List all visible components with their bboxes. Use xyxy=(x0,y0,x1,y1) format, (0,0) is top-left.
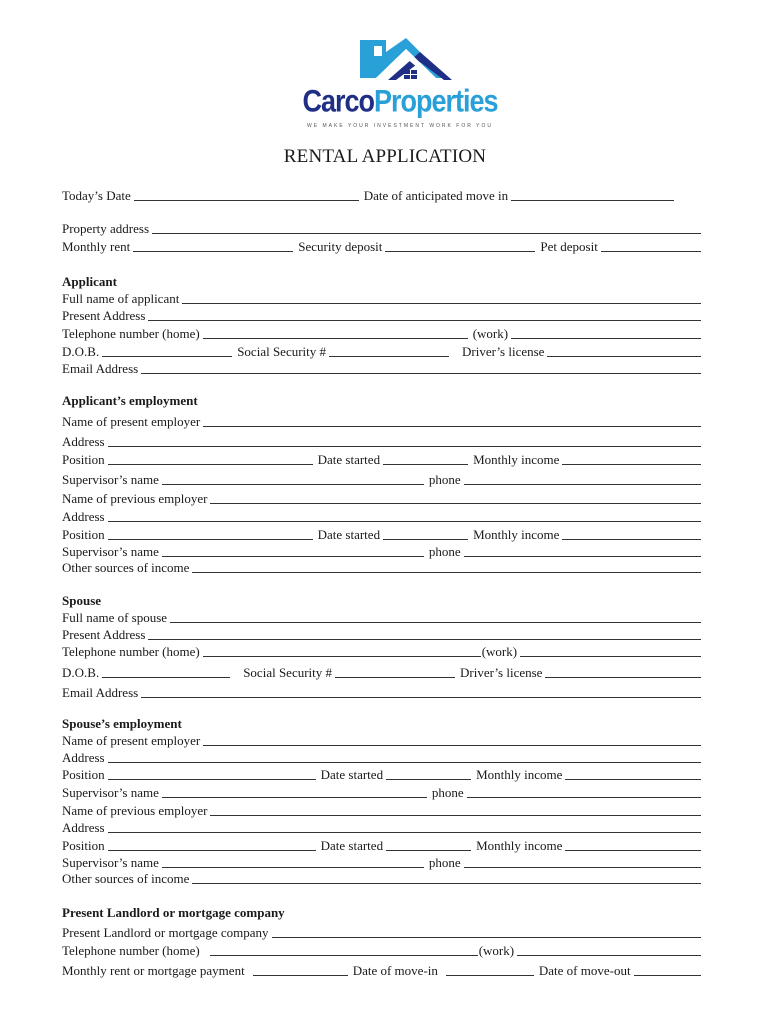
row-ae-supervisor xyxy=(62,470,702,487)
page-title: RENTAL APPLICATION xyxy=(283,146,487,167)
row-landlord-name xyxy=(62,923,702,940)
section-applicant xyxy=(62,272,702,289)
row-spouse-name xyxy=(62,608,702,625)
label-se-address: Address xyxy=(62,750,105,765)
row-ae-previous-employer xyxy=(62,489,702,506)
label-spouse-email: Email Address xyxy=(62,685,139,700)
pet-deposit-field[interactable] xyxy=(601,239,701,252)
applicant-phone-work-field[interactable] xyxy=(511,326,701,339)
row-applicant-address xyxy=(62,306,702,323)
row-ae-position xyxy=(62,450,702,467)
spouse-phone-home-field[interactable] xyxy=(203,644,481,657)
label-ae-supervisor2: Supervisor’s name xyxy=(62,544,159,559)
label-se-supervisor2: Supervisor’s name xyxy=(62,855,159,870)
se-date-started-field[interactable] xyxy=(386,767,471,780)
row-landlord-payment xyxy=(62,961,702,978)
label-landlord-move-out: Date of move-out xyxy=(538,963,631,978)
se-phone2-field[interactable] xyxy=(464,855,701,868)
ae-position-field[interactable] xyxy=(108,452,313,465)
label-ae-phone2: phone xyxy=(428,544,461,559)
row-ae-present-employer xyxy=(62,412,702,429)
property-address-field[interactable] xyxy=(152,221,701,234)
label-landlord-phone-home: Telephone number (home) xyxy=(62,943,200,958)
label-se-phone: phone xyxy=(431,785,464,800)
row-dates xyxy=(62,186,702,203)
section-spouse-employment xyxy=(62,714,702,731)
landlord-phone-work-field[interactable] xyxy=(517,943,701,956)
brand-tagline: WE MAKE YOUR INVESTMENT WORK FOR YOU xyxy=(307,123,493,129)
ae-address-field[interactable] xyxy=(108,434,701,447)
row-se-previous-employer xyxy=(62,801,702,818)
label-ae-previous-employer: Name of previous employer xyxy=(62,491,208,506)
applicant-phone-home-field[interactable] xyxy=(203,326,468,339)
applicant-header: Applicant xyxy=(62,274,117,289)
ae-monthly-income-field[interactable] xyxy=(562,452,701,465)
label-se-previous-employer: Name of previous employer xyxy=(62,803,208,818)
spouse-dob-field[interactable] xyxy=(102,665,230,678)
brand-name xyxy=(300,84,500,120)
move-in-field[interactable] xyxy=(511,188,674,201)
ae-supervisor-field[interactable] xyxy=(162,472,424,485)
applicant-dob-field[interactable] xyxy=(102,344,232,357)
row-applicant-ids xyxy=(62,342,702,359)
label-ae-monthly-income: Monthly income xyxy=(473,452,560,467)
label-spouse-address: Present Address xyxy=(62,627,146,642)
row-se-position2 xyxy=(62,836,702,853)
row-se-supervisor2 xyxy=(62,853,702,870)
label-spouse-dob: D.O.B. xyxy=(62,665,100,680)
label-applicant-email: Email Address xyxy=(62,361,139,376)
ae-phone2-field[interactable] xyxy=(464,544,701,557)
label-se-monthly-income2: Monthly income xyxy=(476,838,563,853)
label-se-date-started2: Date started xyxy=(320,838,384,853)
spouse-header: Spouse xyxy=(62,593,102,608)
row-spouse-email xyxy=(62,683,702,700)
se-phone-field[interactable] xyxy=(467,785,701,798)
label-landlord-move-in: Date of move-in xyxy=(352,963,438,978)
label-se-present-employer: Name of present employer xyxy=(62,733,201,748)
ae-monthly-income2-field[interactable] xyxy=(562,527,701,540)
row-spouse-ids xyxy=(62,663,702,680)
label-applicant-address: Present Address xyxy=(62,308,146,323)
applicant-employment-header: Applicant’s employment xyxy=(62,393,198,408)
spouse-email-field[interactable] xyxy=(141,685,701,698)
ae-position2-field[interactable] xyxy=(108,527,313,540)
label-landlord-monthly-payment: Monthly rent or mortgage payment xyxy=(62,963,245,978)
ae-date-started-field[interactable] xyxy=(383,452,468,465)
spouse-address-field[interactable] xyxy=(148,627,701,640)
applicant-ssn-field[interactable] xyxy=(329,344,449,357)
security-deposit-field[interactable] xyxy=(385,239,535,252)
se-supervisor-field[interactable] xyxy=(162,785,427,798)
label-spouse-phone-home: Telephone number (home) xyxy=(62,644,200,659)
spouse-phone-work-field[interactable] xyxy=(520,644,701,657)
spouse-license-field[interactable] xyxy=(545,665,701,678)
se-position2-field[interactable] xyxy=(108,838,316,851)
row-applicant-phone xyxy=(62,324,702,341)
label-se-supervisor: Supervisor’s name xyxy=(62,785,159,800)
landlord-move-in-field[interactable] xyxy=(446,963,534,976)
label-spouse-license: Driver’s license xyxy=(460,665,543,680)
ae-date-started2-field[interactable] xyxy=(383,527,468,540)
label-pet-deposit: Pet deposit xyxy=(540,239,598,254)
label-ae-date-started2: Date started xyxy=(317,527,381,542)
se-date-started2-field[interactable] xyxy=(386,838,471,851)
se-monthly-income-field[interactable] xyxy=(565,767,701,780)
landlord-monthly-payment-field[interactable] xyxy=(253,963,348,976)
label-se-other-income: Other sources of income xyxy=(62,871,190,886)
label-ae-other-income: Other sources of income xyxy=(62,560,190,575)
se-supervisor2-field[interactable] xyxy=(162,855,424,868)
label-spouse-ssn: Social Security # xyxy=(243,665,333,680)
row-applicant-email xyxy=(62,359,702,376)
applicant-full-name-field[interactable] xyxy=(182,291,701,304)
se-position-field[interactable] xyxy=(108,767,316,780)
label-monthly-rent: Monthly rent xyxy=(62,239,131,254)
row-spouse-address xyxy=(62,625,702,642)
monthly-rent-field[interactable] xyxy=(133,239,293,252)
label-applicant-phone-home: Telephone number (home) xyxy=(62,326,200,341)
landlord-phone-home-field[interactable] xyxy=(210,943,478,956)
label-se-address2: Address xyxy=(62,820,105,835)
label-se-monthly-income: Monthly income xyxy=(476,767,563,782)
se-address2-field[interactable] xyxy=(108,820,701,833)
spouse-ssn-field[interactable] xyxy=(335,665,455,678)
label-ae-phone: phone xyxy=(428,472,461,487)
label-ae-monthly-income2: Monthly income xyxy=(473,527,560,542)
applicant-email-field[interactable] xyxy=(141,361,701,374)
row-applicant-name xyxy=(62,289,702,306)
label-landlord-name: Present Landlord or mortgage company xyxy=(62,925,269,940)
ae-other-income-field[interactable] xyxy=(192,560,701,573)
label-spouse-full-name: Full name of spouse xyxy=(62,610,168,625)
row-rent-deposits xyxy=(62,237,702,254)
ae-phone-field[interactable] xyxy=(464,472,701,485)
row-ae-position2 xyxy=(62,525,702,542)
label-ae-address2: Address xyxy=(62,509,105,524)
spouse-employment-header: Spouse’s employment xyxy=(62,716,182,731)
spouse-full-name-field[interactable] xyxy=(170,610,701,623)
row-ae-address xyxy=(62,432,702,449)
label-todays-date: Today’s Date xyxy=(62,188,131,203)
brand-name-part2: Properties xyxy=(373,83,498,119)
row-se-supervisor xyxy=(62,783,702,800)
label-ae-supervisor: Supervisor’s name xyxy=(62,472,159,487)
landlord-move-out-field[interactable] xyxy=(634,963,701,976)
landlord-header: Present Landlord or mortgage company xyxy=(62,905,285,920)
label-applicant-license: Driver’s license xyxy=(462,344,545,359)
row-se-address2 xyxy=(62,818,702,835)
row-se-other-income xyxy=(62,869,702,886)
row-property-address xyxy=(62,219,702,236)
label-spouse-work: (work) xyxy=(481,644,518,659)
se-previous-employer-field[interactable] xyxy=(210,803,701,816)
label-ae-address: Address xyxy=(62,434,105,449)
section-applicant-employment xyxy=(62,391,702,408)
label-ae-position2: Position xyxy=(62,527,105,542)
label-applicant-full-name: Full name of applicant xyxy=(62,291,180,306)
label-move-in: Date of anticipated move in xyxy=(363,188,509,203)
se-address-field[interactable] xyxy=(108,750,701,763)
ae-supervisor2-field[interactable] xyxy=(162,544,424,557)
label-ae-position: Position xyxy=(62,452,105,467)
label-security-deposit: Security deposit xyxy=(298,239,383,254)
label-applicant-dob: D.O.B. xyxy=(62,344,100,359)
brand-name-part1: Carco xyxy=(302,83,374,119)
row-se-position xyxy=(62,765,702,782)
row-ae-supervisor2 xyxy=(62,542,702,559)
row-se-address xyxy=(62,748,702,765)
applicant-license-field[interactable] xyxy=(547,344,701,357)
applicant-address-field[interactable] xyxy=(148,308,701,321)
ae-previous-employer-field[interactable] xyxy=(210,491,701,504)
todays-date-field[interactable] xyxy=(134,188,359,201)
row-se-present-employer xyxy=(62,731,702,748)
label-ae-present-employer: Name of present employer xyxy=(62,414,201,429)
row-ae-other-income xyxy=(62,558,702,575)
se-other-income-field[interactable] xyxy=(192,871,701,884)
label-property-address: Property address xyxy=(62,221,150,236)
ae-address2-field[interactable] xyxy=(108,509,701,522)
label-se-position: Position xyxy=(62,767,105,782)
label-se-phone2: phone xyxy=(428,855,461,870)
label-applicant-work: (work) xyxy=(472,326,509,341)
ae-present-employer-field[interactable] xyxy=(203,414,701,427)
row-landlord-phone xyxy=(62,941,702,958)
se-monthly-income2-field[interactable] xyxy=(565,838,701,851)
label-se-position2: Position xyxy=(62,838,105,853)
label-ae-date-started: Date started xyxy=(317,452,381,467)
landlord-name-field[interactable] xyxy=(272,925,702,938)
section-spouse xyxy=(62,591,702,608)
row-ae-address2 xyxy=(62,507,702,524)
label-applicant-ssn: Social Security # xyxy=(237,344,327,359)
se-present-employer-field[interactable] xyxy=(203,733,701,746)
label-landlord-work: (work) xyxy=(478,943,515,958)
row-spouse-phone xyxy=(62,642,702,659)
label-se-date-started: Date started xyxy=(320,767,384,782)
section-landlord xyxy=(62,903,702,920)
